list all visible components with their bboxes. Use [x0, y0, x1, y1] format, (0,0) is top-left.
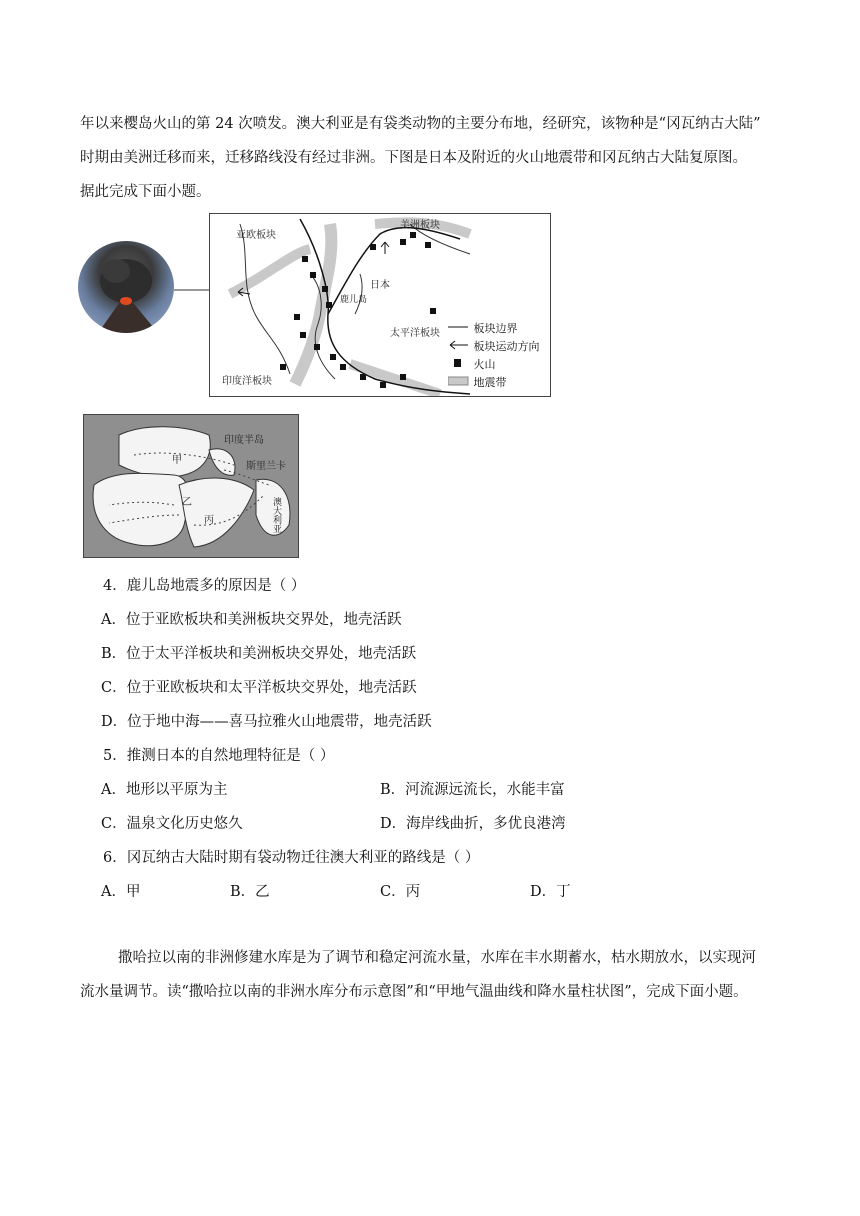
- label-route-bing: 丙: [204, 515, 214, 526]
- q4-option-d: D．位于地中海——喜马拉雅火山地震带，地壳活跃: [101, 714, 432, 730]
- label-srilanka: 斯里兰卡: [246, 461, 286, 472]
- q4-option-a: A．位于亚欧板块和美洲板块交界处，地壳活跃: [101, 612, 402, 628]
- label-route-jia: 甲: [172, 455, 182, 466]
- q5-option-d: D．海岸线曲折，多优良港湾: [380, 816, 566, 832]
- label-india: 印度半岛: [224, 435, 264, 446]
- q6-option-c: C．丙: [380, 884, 421, 900]
- label-japan: 日本: [370, 280, 390, 291]
- map1-legend: [448, 320, 540, 392]
- label-australia: 澳大利亚: [271, 497, 281, 533]
- next-passage-line-2: 流水量调节。读“撒哈拉以南的非洲水库分布示意图”和“甲地气温曲线和降水量柱状图”，完成下面小题。: [80, 984, 748, 1000]
- legend-volcano: [448, 356, 540, 374]
- intro-line-3: 据此完成下面小题。: [80, 184, 211, 200]
- legend-motion-label: 板块运动方向: [473, 340, 540, 353]
- q6-option-b: B．乙: [230, 884, 270, 900]
- q4-option-b: B．位于太平洋板块和美洲板块交界处，地壳活跃: [101, 646, 417, 662]
- intro-line-2: 时期由美洲迁移而来，迁移路线没有经过非洲。下图是日本及附近的火山地震带和冈瓦纳古大陆复原图。: [80, 150, 747, 166]
- legend-boundary: [448, 320, 540, 338]
- q4-option-c: C．位于亚欧板块和太平洋板块交界处，地壳活跃: [101, 680, 417, 696]
- q5-option-a: A．地形以平原为主: [101, 782, 228, 798]
- label-indian-plate: 印度洋板块: [222, 376, 272, 387]
- q6-option-a: A．甲: [101, 884, 141, 900]
- legend-motion: [448, 338, 540, 356]
- label-route-yi: 乙: [182, 497, 192, 508]
- label-america-plate: 美洲板块: [400, 220, 440, 231]
- q6-stem: 6．冈瓦纳古大陆时期有袋动物迁往澳大利亚的路线是（ ）: [103, 850, 480, 866]
- q5-option-b: B．河流源远流长，水能丰富: [380, 782, 565, 798]
- q5-option-c: C．温泉文化历史悠久: [101, 816, 243, 832]
- legend-seismic: [448, 374, 540, 392]
- legend-boundary-label: 板块边界: [473, 322, 518, 335]
- q5-stem: 5．推测日本的自然地理特征是（ ）: [103, 748, 335, 764]
- legend-seismic-label: 地震带: [473, 376, 507, 389]
- label-eurasia-plate: 亚欧板块: [236, 230, 276, 241]
- label-kagoshima: 鹿儿岛: [340, 295, 368, 305]
- label-pacific-plate: 太平洋板块: [390, 328, 440, 339]
- legend-volcano-label: 火山: [473, 358, 496, 371]
- q4-stem: 4．鹿儿岛地震多的原因是（ ）: [103, 578, 306, 594]
- q6-option-d: D．丁: [530, 884, 571, 900]
- volcano-photo: [78, 241, 174, 333]
- next-passage-line-1: 撒哈拉以南的非洲修建水库是为了调节和稳定河流水量，水库在丰水期蓄水，枯水期放水，以实现河: [118, 950, 756, 966]
- gondwana-map: [83, 414, 299, 558]
- intro-line-1: 年以来樱岛火山的第 24 次喷发。澳大利亚是有袋类动物的主要分布地，经研究，该物种是“冈瓦纳古大陆”: [80, 116, 761, 132]
